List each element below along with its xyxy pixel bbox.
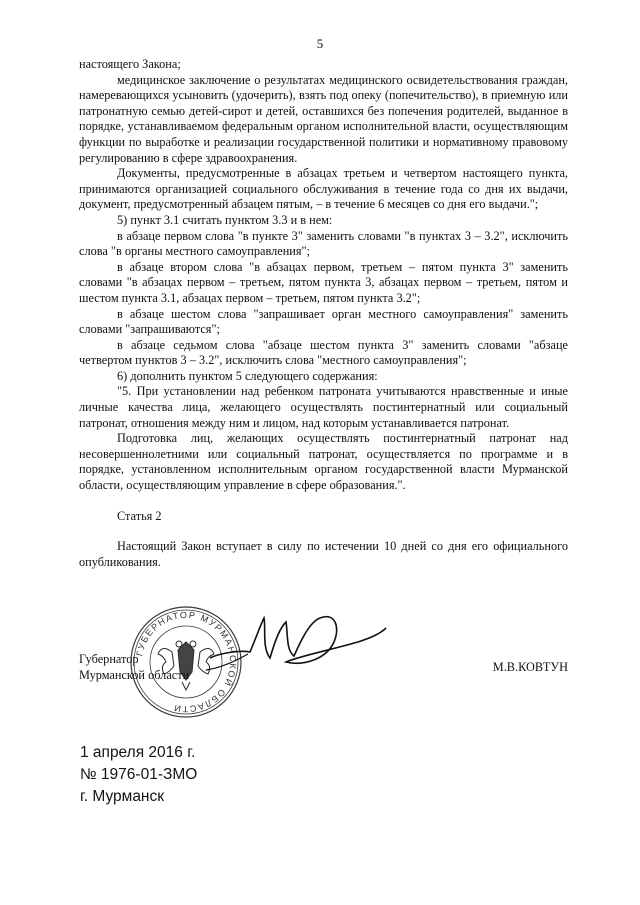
registration-block (80, 742, 197, 808)
paragraph: 6) дополнить пунктом 5 следующего содержания: (117, 368, 378, 383)
paragraph: в абзаце шестом слова "запрашивает орган местного самоуправления" заменить словами "запрашиваются"; (79, 306, 568, 337)
page-number: 5 (316, 36, 324, 51)
paragraph: в абзаце первом слова "в пункте 3" заменить словами "в пунктах 3 – 3.2", исключить слова "в органы местного самоуправления"; (79, 228, 568, 259)
paragraph: медицинское заключение о результатах медицинского освидетельствования граждан, намеревающихся усыновить (удочерить), взять под опеку (попечительство), в приемную или патронатную семью детей-сирот и детей, оставшихся без попечения родителей, выданное в порядке, устанавливаемом федеральным органом исполнительной власти, осуществляющим функции по выработке и реализации государственной политики и нормативному правовому регулированию в сфере здравоохранения. (79, 72, 568, 165)
article-heading: Статья 2 (117, 508, 162, 523)
paragraph: Документы, предусмотренные в абзацах третьем и четвертом настоящего пункта, принимаются организацией социального обслуживания в течение года со дня их выдачи, документ, предусмотренный абзацем пятым, – в течение 6 месяцев со дня его выдачи."; (79, 166, 568, 212)
paragraph: в абзаце седьмом слова "абзаце шестом пункта 3" заменить словами "абзаце четвертом пунктов 3 – 3.2", исключить слова "местного самоуправления"; (79, 337, 568, 368)
signatory-region: Мурманской области (79, 667, 190, 682)
svg-text:ГУБЕРНАТОР МУРМАНСКОЙ ОБЛАСТИ: ГУБЕРНАТОР МУРМАНСКОЙ ОБЛАСТИ (134, 609, 239, 715)
paragraph: в абзаце втором слова "в абзацах первом, третьем – пятом пункта 3" заменить словами "в абзацах первом – третьем, пятом пункта 3, абзацах первом – третьем, пятом и шестом пункта 3.1, абзацах первом – третьем, пятом пункта 3.2"; (79, 259, 568, 305)
signing-city: г. Мурманск (80, 788, 165, 805)
paragraph: Подготовка лиц, желающих осуществлять постинтернатный патронат над несовершеннолетними или социальный патронат, осуществляется по программе и в порядке, установленном исполнительным органом государственной власти Мурманской области, осуществляющим управление в сфере образования.". (79, 431, 568, 493)
handwritten-signature (190, 598, 390, 688)
article-text: Настоящий Закон вступает в силу по истечении 10 дней со дня его официального опубликования. (79, 539, 568, 569)
paragraph: настоящего Закона; (79, 57, 181, 71)
signatory-name: М.В.КОВТУН (492, 660, 568, 674)
law-number: № 1976-01-ЗМО (80, 766, 198, 783)
document-body (79, 57, 568, 570)
paragraph: 5) пункт 3.1 считать пунктом 3.3 и в нем: (117, 212, 333, 227)
paragraph: "5. При установлении над ребенком патроната учитываются нравственные и иные личные качества лица, желающего осуществлять постинтернатный или социальный патронат, отношения между ним и лицом, над которым устанавливается патронат. (79, 384, 568, 430)
signing-date: 1 апреля 2016 г. (80, 744, 196, 761)
signatory-title: Губернатор (79, 652, 139, 666)
